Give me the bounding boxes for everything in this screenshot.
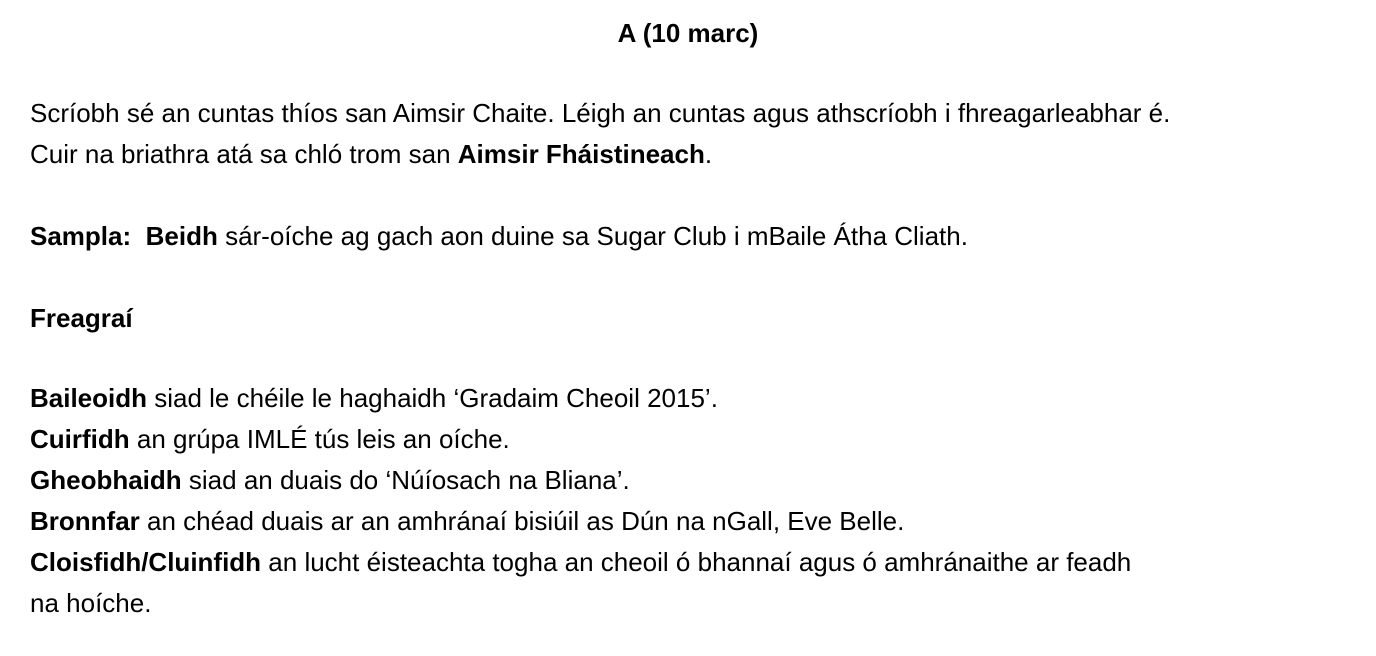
instructions-line-2 [30,134,1356,175]
answer-item [30,460,1356,501]
answer-item-continuation: na hoíche. [30,588,152,618]
tense-name: Aimsir Fháistineach [457,139,705,169]
sample-label: Sampla: [30,221,132,251]
answer-verb: Bronnfar [30,506,140,536]
instructions-line-2-start: Cuir na briathra atá sa chló trom san [30,139,458,169]
answers-list [30,378,1356,624]
answer-rest: an chéad duais ar an amhránaí bisiúil as Dún na nGall, Eve Belle. [139,506,905,536]
instructions-line-1: Scríobh sé an cuntas thíos san Aimsir Chaite. Léigh an cuntas agus athscríobh i fhreagarleabhar é. [30,98,1171,128]
answer-item [30,378,1356,419]
instructions [30,93,1356,175]
answer-rest: siad le chéile le haghaidh ‘Gradaim Cheoil 2015’. [147,383,718,413]
answer-verb: Cloisfidh/Cluinfidh [30,547,262,577]
sample-rest: sár-oíche ag gach aon duine sa Sugar Club i mBaile Átha Cliath. [217,221,968,251]
page-title: A (10 marc) [617,18,759,48]
answer-rest: siad an duais do ‘Núíosach na Bliana’. [181,465,630,495]
sample-sentence [30,216,1356,257]
sample-verb: Beidh [145,221,218,251]
answer-verb: Gheobhaidh [30,465,182,495]
answer-item [30,501,1356,542]
answer-verb: Baileoidh [30,383,148,413]
answers-heading: Freagraí [30,303,133,333]
answer-verb: Cuirfidh [30,424,130,454]
answer-item [30,542,1356,583]
answer-rest: an lucht éisteachta togha an cheoil ó bhannaí agus ó amhránaithe ar feadh [261,547,1132,577]
answer-rest: an grúpa IMLÉ tús leis an oíche. [129,424,510,454]
instructions-line-2-end: . [704,139,713,169]
answer-item [30,419,1356,460]
